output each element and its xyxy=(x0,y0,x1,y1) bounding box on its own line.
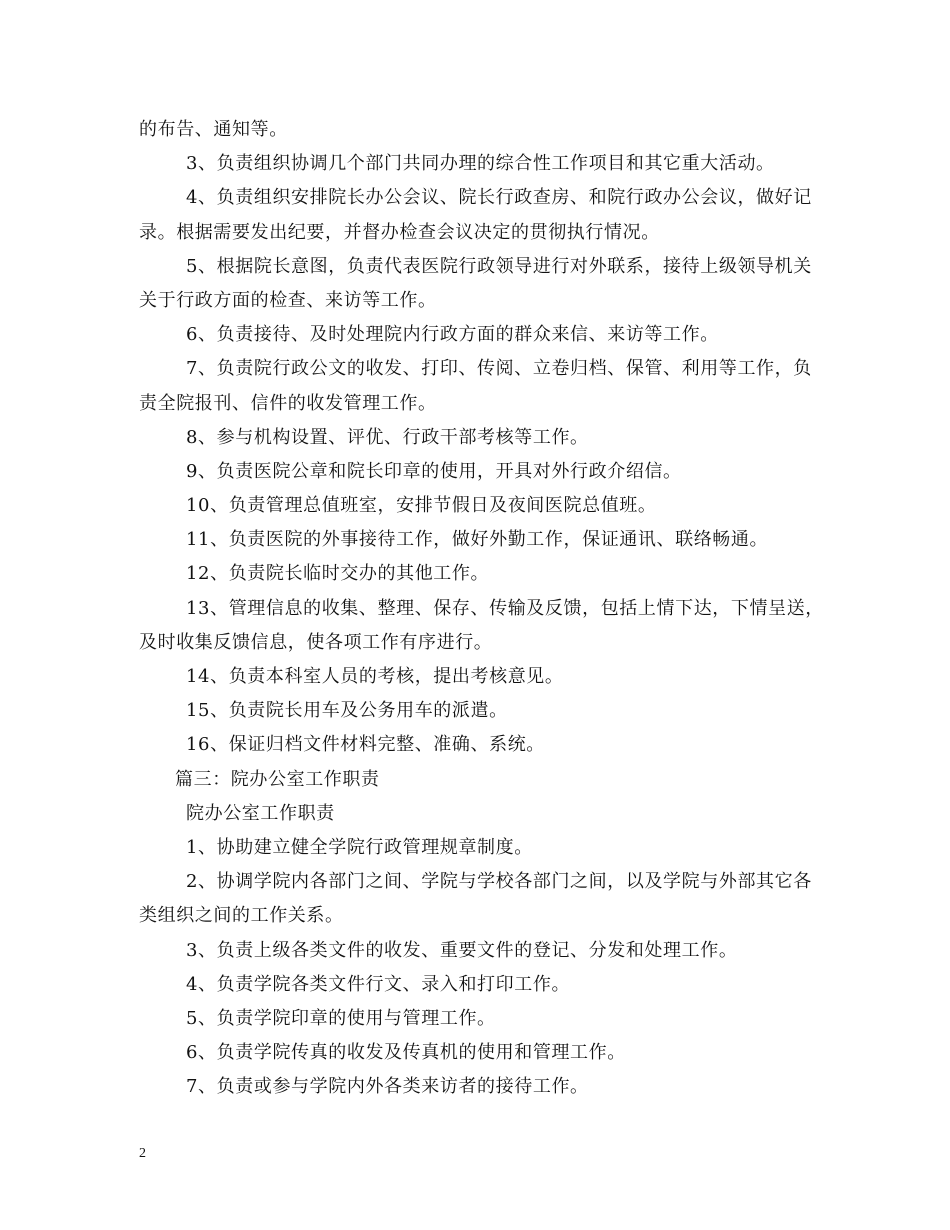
text-line: 4、负责组织安排院长办公会议、院长行政查房、和院行政办公会议，做好记 xyxy=(186,187,812,209)
text-line: 1、协助建立健全学院行政管理规章制度。 xyxy=(186,836,533,858)
text-line: 16、保证归档文件材料完整、准确、系统。 xyxy=(186,734,545,756)
text-line: 6、负责接待、及时处理院内行政方面的群众来信、来访等工作。 xyxy=(186,324,719,346)
text-line: 3、负责组织协调几个部门共同办理的综合性工作项目和其它重大活动。 xyxy=(186,153,775,175)
text-line: 5、根据院长意图，负责代表医院行政领导进行对外联系，接待上级领导机关 xyxy=(186,255,812,277)
text-line: 14、负责本科室人员的考核，提出考核意见。 xyxy=(186,666,564,687)
text-line: 10、负责管理总值班室，安排节假日及夜间医院总值班。 xyxy=(186,495,657,517)
text-line: 关于行政方面的检查、来访等工作。 xyxy=(139,289,437,311)
text-line: 6、负责学院传真的收发及传真机的使用和管理工作。 xyxy=(186,1042,626,1064)
page-number: 2 xyxy=(139,1146,146,1161)
text-line: 7、负责院行政公文的收发、打印、传阅、立卷归档、保管、利用等工作，负 xyxy=(186,358,812,380)
text-line: 7、负责或参与学院内外各类来访者的接待工作。 xyxy=(186,1076,589,1098)
text-line: 15、负责院长用车及公务用车的派遣。 xyxy=(186,700,508,722)
text-line: 8、参与机构设置、评优、行政干部考核等工作。 xyxy=(186,426,589,448)
text-line: 类组织之间的工作关系。 xyxy=(139,905,344,927)
text-line: 及时收集反馈信息，使各项工作有序进行。 xyxy=(139,631,493,653)
section-heading: 篇三：院办公室工作职责 xyxy=(175,768,380,790)
document-body xyxy=(139,113,829,1104)
text-line: 2、协调学院内各部门之间、学院与学校各部门之间，以及学院与外部其它各 xyxy=(186,871,812,893)
text-line: 的布告、通知等。 xyxy=(139,119,288,140)
text-line: 院办公室工作职责 xyxy=(186,802,335,824)
text-line: 12、负责院长临时交办的其他工作。 xyxy=(186,563,490,585)
text-line: 3、负责上级各类文件的收发、重要文件的登记、分发和处理工作。 xyxy=(186,939,738,961)
text-line: 9、负责医院公章和院长印章的使用，开具对外行政介绍信。 xyxy=(186,460,682,482)
text-line: 责全院报刊、信件的收发管理工作。 xyxy=(139,392,437,414)
text-line: 13、管理信息的收集、整理、保存、传输及反馈，包括上情下达，下情呈送， xyxy=(186,597,824,619)
text-line: 4、负责学院各类文件行文、录入和打印工作。 xyxy=(186,973,571,995)
text-line: 5、负责学院印章的使用与管理工作。 xyxy=(186,1007,496,1029)
text-line: 录。根据需要发出纪要，并督办检查会议决定的贯彻执行情况。 xyxy=(139,221,660,243)
text-line: 11、负责医院的外事接待工作，做好外勤工作，保证通讯、联络畅通。 xyxy=(186,529,769,551)
